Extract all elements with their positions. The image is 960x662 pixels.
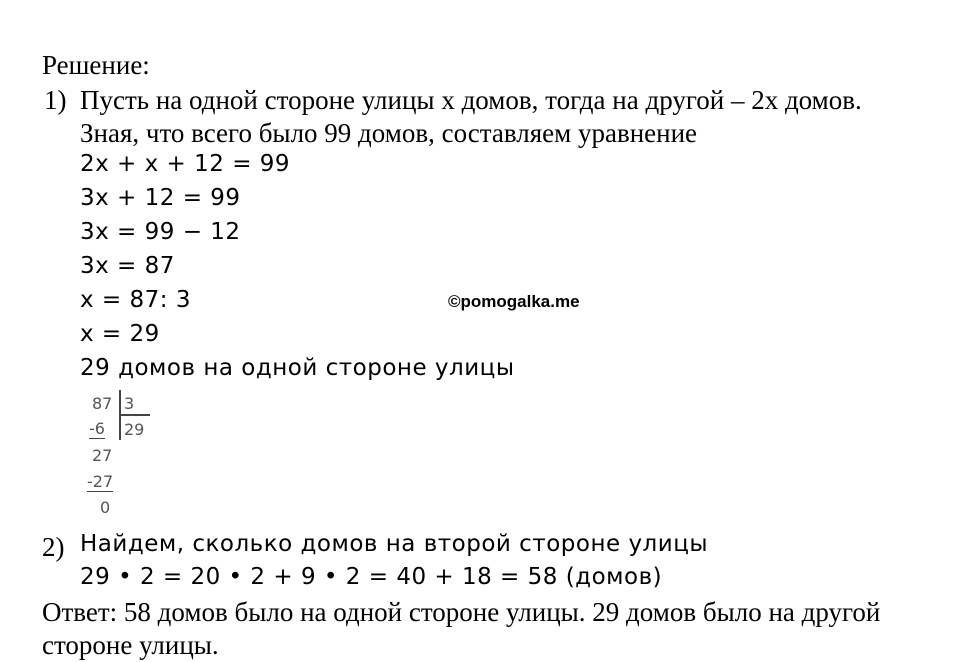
equation-2: 3x + 12 = 99 [80, 185, 241, 211]
division-horizontal-bar [120, 414, 150, 416]
equation-3: 3x = 99 − 12 [80, 219, 241, 245]
answer-line2: стороне улицы. [42, 630, 219, 660]
equation-6: x = 29 [80, 321, 160, 347]
equation-5: x = 87: 3 [80, 287, 191, 313]
division-subtract-1: -6 [89, 419, 105, 438]
step1-text-line1: Пусть на одной стороне улицы х домов, тогда на другой – 2х домов. [80, 85, 862, 115]
equation-1: 2x + x + 12 = 99 [80, 151, 291, 177]
answer-line1: Ответ: 58 домов было на одной стороне улицы. 29 домов было на другой [42, 597, 881, 627]
step1-text-line2: Зная, что всего было 99 домов, составляем уравнение [80, 118, 698, 148]
division-remainder-1: 27 [92, 446, 113, 465]
step1-result: 29 домов на одной стороне улицы [80, 355, 515, 381]
division-quotient: 29 [124, 420, 145, 439]
division-remainder-2: 0 [100, 498, 111, 517]
step2-calc: 29 • 2 = 20 • 2 + 9 • 2 = 40 + 18 = 58 (домов) [80, 564, 663, 590]
division-divisor: 3 [124, 394, 135, 413]
solution-heading: Решение: [42, 50, 150, 80]
watermark: ©pomogalka.me [448, 292, 580, 311]
step2-text: Найдем, сколько домов на второй стороне улицы [80, 531, 709, 557]
division-dividend: 87 [92, 394, 113, 413]
step1-marker: 1) [44, 85, 67, 115]
equation-4: 3x = 87 [80, 253, 175, 279]
division-subtract-2: -27 [87, 472, 114, 491]
step2-marker: 2) [42, 532, 65, 562]
